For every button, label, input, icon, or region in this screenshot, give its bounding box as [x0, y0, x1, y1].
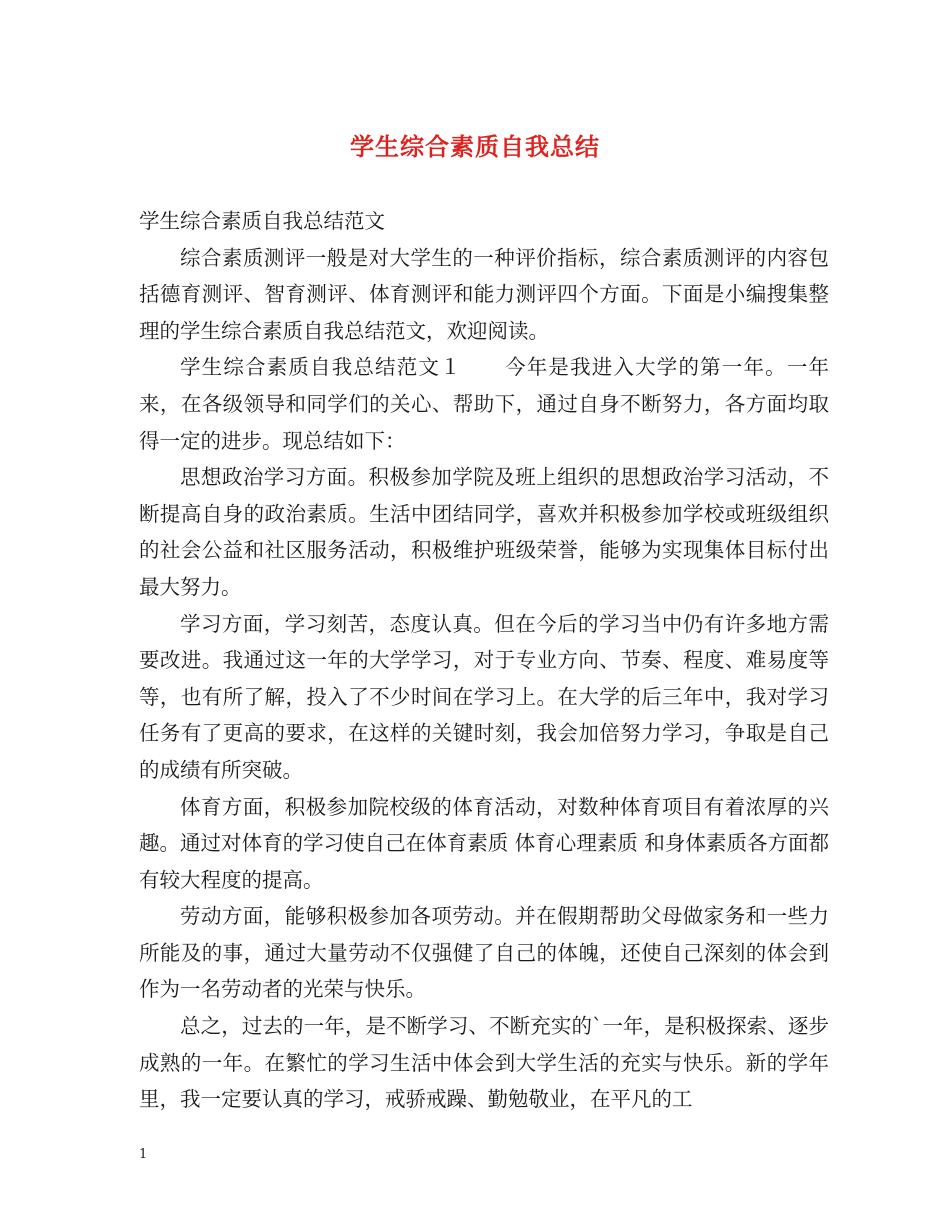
paragraph-study: 学习方面，学习刻苦，态度认真。但在今后的学习当中仍有许多地方需要改进。我通过这一年的大学学习，对于专业方向、节奏、程度、难易度等等，也有所了解，投入了不少时间在学习上。在大学的后三年中，我对学习任务有了更高的要求，在这样的关键时刻，我会加倍努力学习，争取是自己的成绩有所突破。	[139, 611, 829, 782]
document-title: 学生综合素质自我总结	[350, 132, 600, 161]
paragraph-summary: 总之，过去的一年，是不断学习、不断充实的`一年，是积极探索、逐步成熟的一年。在繁忙的学习生活中体会到大学生活的充实与快乐。新的学年里，我一定要认真的学习，戒骄戒躁、勤勉敬业，在平凡的工	[139, 1014, 829, 1112]
paragraph-sample-1: 学生综合素质自我总结范文１ 今年是我进入大学的第一年。一年来，在各级领导和同学们的关心、帮助下，通过自身不断努力，各方面均取得一定的进步。现总结如下：	[139, 355, 829, 453]
document-heading: 学生综合素质自我总结范文	[139, 209, 385, 233]
paragraph-intro: 综合素质测评一般是对大学生的一种评价指标，综合素质测评的内容包括德育测评、智育测评、体育测评和能力测评四个方面。下面是小编搜集整理的学生综合素质自我总结范文，欢迎阅读。	[139, 245, 829, 343]
document-body	[139, 203, 829, 1118]
paragraph-labor: 劳动方面，能够积极参加各项劳动。并在假期帮助父母做家务和一些力所能及的事，通过大量劳动不仅强健了自己的体魄，还使自己深刻的体会到作为一名劳动者的光荣与快乐。	[139, 904, 829, 1002]
paragraph-sports: 体育方面，积极参加院校级的体育活动，对数种体育项目有着浓厚的兴趣。通过对体育的学习使自己在体育素质 体育心理素质 和身体素质各方面都有较大程度的提高。	[139, 794, 829, 892]
page-number: 1	[139, 1147, 148, 1162]
paragraph-politics: 思想政治学习方面。积极参加学院及班上组织的思想政治学习活动，不断提高自身的政治素质。生活中团结同学，喜欢并积极参加学校或班级组织的社会公益和社区服务活动，积极维护班级荣誉，能够为实现集体目标付出最大努力。	[139, 465, 829, 599]
